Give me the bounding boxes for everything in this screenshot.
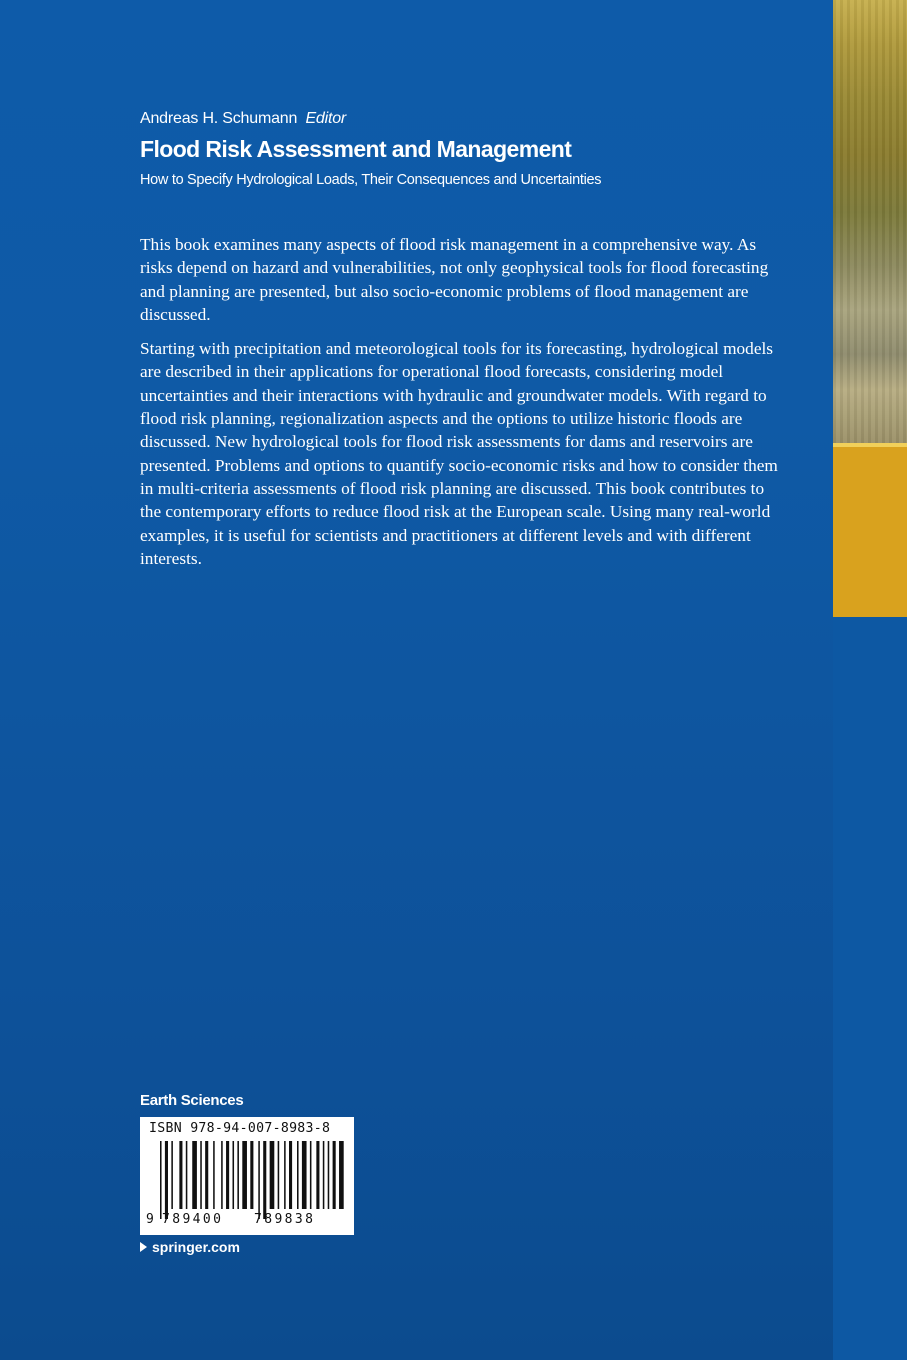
springer-link-text[interactable]: springer.com: [152, 1239, 240, 1255]
arrow-right-icon: [140, 1242, 147, 1252]
book-subtitle: How to Specify Hydrological Loads, Their Consequences and Uncertainties: [140, 172, 602, 188]
spine-gold-band: [833, 443, 907, 617]
editor-name: Andreas H. Schumann: [140, 110, 298, 127]
barcode-digit-first: 9: [146, 1212, 154, 1227]
editor-line: [140, 110, 346, 128]
description-paragraph-2: Starting with precipitation and meteorological tools for its forecasting, hydrological models are described in their applications for operational flood forecasts, considering model uncertainties and their interactions with hydraulic and groundwater models. With regard to flood risk planning, regionalization aspects and the options to utilize historic floods are discussed. New hydrological tools for flood risk assessments for dams and reservoirs are presented. Problems and options to quantify socio-economic risks and how to consider them in multi-criteria assessments of flood risk planning are discussed. This book contributes to the contemporary efforts to reduce flood risk at the European scale. Using many real-world examples, it is useful for scientists and practitioners at different levels and with different interests.: [140, 339, 778, 568]
description-paragraph-1: This book examines many aspects of flood risk management in a comprehensive way. As risks depend on hazard and vulnerabilities, not only geophysical tools for flood forecasting and planning are presented, but also socio-economic problems of flood management are discussed.: [140, 235, 769, 324]
editor-role: Editor: [305, 110, 347, 127]
barcode-digits-left: 789400: [162, 1212, 224, 1227]
spine-photo: [833, 0, 907, 443]
series-label: Earth Sciences: [140, 1092, 244, 1109]
barcode-digits-right: 789838: [254, 1212, 316, 1227]
spine-blue-band: [833, 617, 907, 1360]
barcode-box: [140, 1117, 354, 1235]
description: [140, 233, 780, 581]
book-title: Flood Risk Assessment and Management: [140, 136, 572, 162]
springer-link[interactable]: [140, 1239, 240, 1255]
isbn-text: ISBN 978-94-007-8983-8: [149, 1121, 331, 1136]
